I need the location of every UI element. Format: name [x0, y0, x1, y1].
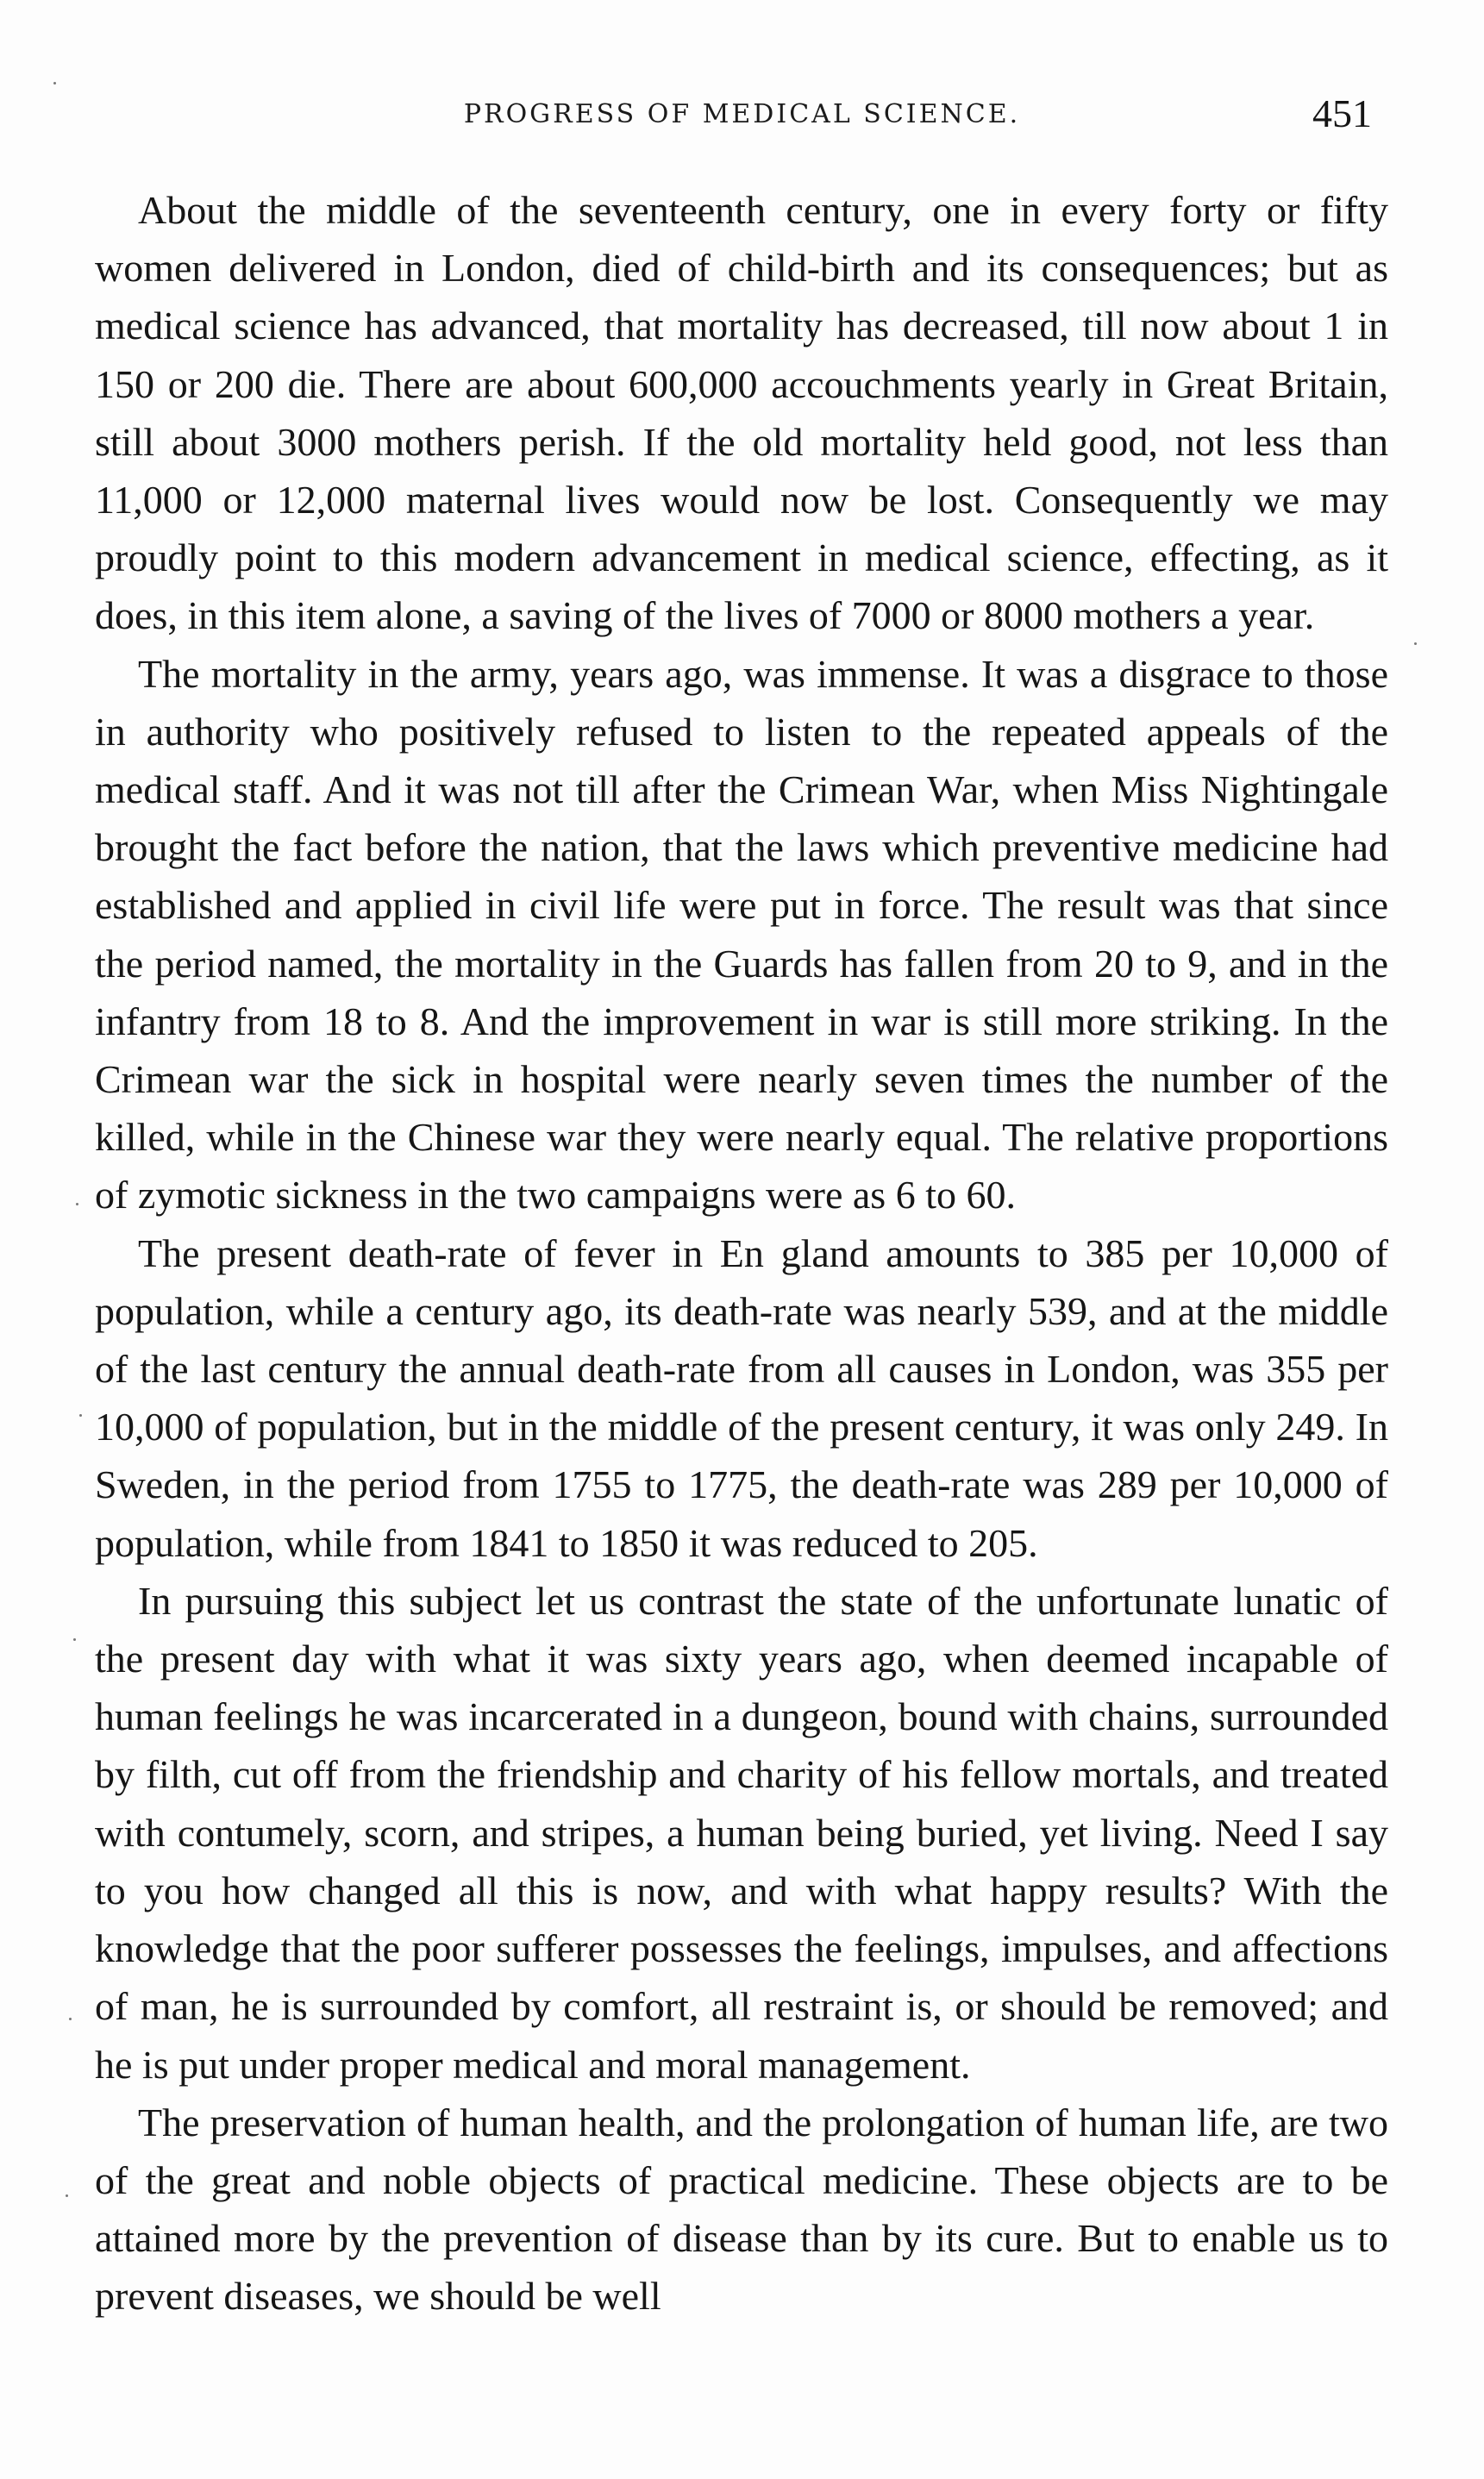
page-number: 451: [1312, 91, 1372, 135]
paragraph-childbirth-mortality: About the middle of the seventeenth century, one in every forty or fifty women delivered in London, died of child-birth and its consequences; but as medical science has advanced, that mortality has decreased, till now about 1 in 150 or 200 die. There are about 600,000 accouchments yearly in Great Britain, still about 3000 mothers perish. If the old mortality held good, not less than 11,000 or 12,000 maternal lives would now be lost. Consequently we may proudly point to this modern advancement in medical science, effecting, as it does, in this item alone, a saving of the lives of 7000 or 8000 mothers a year.: [95, 188, 1388, 638]
running-title: PROGRESS OF MEDICAL SCIENCE.: [463, 99, 1021, 129]
paragraph-army-mortality: The mortality in the army, years ago, was immense. It was a disgrace to those in authority who positively refused to listen to the repeated appeals of the medical staff. And it was not till after the Crimean War, when Miss Nightingale brought the fact before the nation, that the laws which preventive medicine had established and applied in civil life were put in force. The result was that since the period named, the mortality in the Guards has fallen from 20 to 9, and in the infantry from 18 to 8. And the improvement in war is still more striking. In the Crimean war the sick in hospital were nearly seven times the number of the killed, while in the Chinese war they were nearly equal. The relative proportions of zymotic sickness in the two campaigns were as 6 to 60.: [95, 651, 1388, 1218]
scan-speck: [76, 1203, 78, 1205]
running-head: [95, 91, 1389, 142]
paragraph-death-rates: The present death-rate of fever in En gland amounts to 385 per 10,000 of population, while a century ago, its death-rate was nearly 539, and at the middle of the last century the annual death-rate from all causes in London, was 355 per 10,000 of population, but in the middle of the present century, it was only 249. In Sweden, in the period from 1755 to 1775, the death-rate was 289 per 10,000 of population, while from 1841 to 1850 it was reduced to 205.: [95, 1230, 1388, 1565]
body-text: [95, 181, 1388, 2326]
scan-speck: [66, 2194, 68, 2197]
scan-speck: [1414, 642, 1417, 645]
paragraph-preventive-medicine: The preservation of human health, and the prolongation of human life, are two of the great and noble objects of practical medicine. These objects are to be attained more by the prevention of disease than by its cure. But to enable us to prevent diseases, we should be well: [95, 2100, 1388, 2319]
scan-speck: [73, 1638, 76, 1641]
paragraph-lunatic-treatment: In pursuing this subject let us contrast the state of the unfortunate lunatic of the present day with what it was sixty years ago, when deemed incapable of human feelings he was incarcerated in a dungeon, bound with chains, surrounded by filth, cut off from the friendship and charity of his fellow mortals, and treated with contumely, scorn, and stripes, a human being buried, yet living. Need I say to you how changed all this is now, and with what happy results? With the knowledge that the poor sufferer possesses the feelings, impulses, and affections of man, he is surrounded by comfort, all restraint is, or should be removed; and he is put under proper medical and moral management.: [95, 1578, 1388, 2087]
scan-speck: [79, 1414, 82, 1417]
scan-speck: [53, 82, 56, 85]
scan-speck: [69, 2018, 72, 2020]
